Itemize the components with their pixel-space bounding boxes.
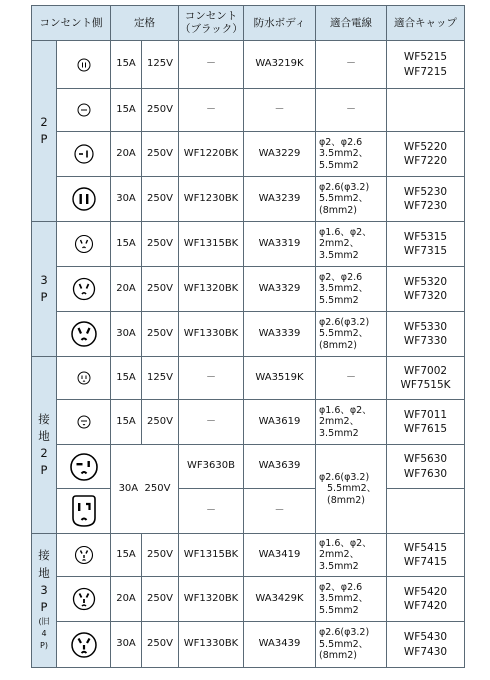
cap-cell: [387, 89, 465, 132]
cap-cell: [387, 400, 465, 445]
body-cell: WA3339: [244, 312, 316, 357]
amp-cell: 20A: [111, 132, 142, 177]
cap-line: WF5420: [403, 585, 448, 598]
body-cell: WA3229: [244, 132, 316, 177]
outlet-icon-cell: [57, 489, 111, 534]
outlet-cell: －: [179, 357, 244, 400]
outlet-e2p-30a-a-icon: [69, 452, 99, 482]
body-cell: WA3519K: [244, 357, 316, 400]
wire-cell: [316, 132, 387, 177]
cap-line: WF7315: [403, 245, 448, 257]
wire-line: φ2.6(φ3.2): [319, 627, 370, 639]
wire-line: 3.5mm2: [319, 427, 359, 439]
group-label: 3P: [40, 272, 48, 304]
outlet-icon-cell: [57, 577, 111, 622]
wire-line: φ2、φ2.6: [319, 271, 363, 283]
outlet-cell: －: [179, 89, 244, 132]
wire-line: 2mm2、: [319, 238, 360, 250]
body-cell: WA3639: [244, 445, 316, 489]
amp-cell: 15A: [111, 400, 142, 445]
wire-line: 5.5mm2: [319, 294, 359, 306]
wire-line: φ2.6(φ3.2): [319, 471, 370, 483]
wire-cell: [316, 577, 387, 622]
outlet-cell: －: [179, 41, 244, 89]
wire-line: φ1.6、φ2、: [319, 226, 372, 238]
outlet-icon-cell: [57, 267, 111, 312]
cap-line: WF7230: [403, 200, 448, 212]
outlet-cell: WF1320BK: [179, 267, 244, 312]
body-cell: WA3439: [244, 622, 316, 668]
group-label: 2P: [40, 114, 48, 146]
wire-cell: [316, 222, 387, 267]
wire-line: 3.5mm2、: [319, 283, 369, 295]
group-label: 接地3P: [38, 548, 50, 615]
table-row: [32, 622, 465, 668]
cap-cell: [387, 132, 465, 177]
group-paren: (旧4P): [38, 617, 50, 651]
wire-line: 2mm2、: [319, 416, 360, 428]
table-row: [32, 41, 465, 89]
outlet-icon-cell: [57, 357, 111, 400]
wire-cell: －: [316, 89, 387, 132]
body-cell: WA3619: [244, 400, 316, 445]
cap-cell: [387, 222, 465, 267]
volt-text: 250V: [144, 482, 171, 494]
volt-cell: 250V: [142, 622, 179, 668]
cap-line: WF5215: [403, 51, 448, 64]
table-row: [32, 89, 465, 132]
volt-cell: 250V: [142, 222, 179, 267]
amp-cell: 30A: [111, 177, 142, 222]
header-outlet-black: コンセント（ブラック）: [179, 6, 244, 41]
wire-line: (8mm2): [319, 204, 358, 216]
outlet-3p-30a-icon: [70, 320, 98, 348]
wire-cell: [316, 534, 387, 577]
header-cap: 適合キャップ: [387, 6, 465, 41]
rating-cell-merged: [111, 445, 179, 534]
cap-cell: [387, 445, 465, 489]
outlet-spec-table: [31, 5, 465, 668]
wire-line: φ1.6、φ2、: [319, 537, 372, 549]
table-row: [32, 267, 465, 312]
amp-cell: 15A: [111, 89, 142, 132]
cap-line: WF5415: [403, 541, 448, 554]
amp-text: 30A: [118, 482, 139, 494]
group-e3p-cell: [32, 534, 57, 668]
amp-cell: 20A: [111, 577, 142, 622]
wire-line: 5.5mm2: [319, 159, 359, 171]
body-cell: WA3329: [244, 267, 316, 312]
cap-line: WF7215: [403, 65, 448, 78]
outlet-e3p-20a-icon: [72, 587, 96, 611]
volt-cell: 250V: [142, 132, 179, 177]
wire-cell: [316, 400, 387, 445]
cap-cell: [387, 41, 465, 89]
wire-cell: －: [316, 357, 387, 400]
outlet-cell: WF1230BK: [179, 177, 244, 222]
outlet-e3p-15a-icon: [74, 545, 94, 565]
amp-cell: 30A: [111, 312, 142, 357]
cap-line: WF7415: [403, 556, 448, 568]
volt-cell: 250V: [142, 312, 179, 357]
body-cell: WA3319: [244, 222, 316, 267]
body-cell: －: [244, 89, 316, 132]
outlet-cell: －: [179, 489, 244, 534]
wire-line: φ1.6、φ2、: [319, 404, 372, 416]
wire-line: (8mm2): [319, 650, 358, 662]
volt-cell: 250V: [142, 534, 179, 577]
outlet-cell: WF1330BK: [179, 622, 244, 668]
outlet-icon-cell: [57, 222, 111, 267]
wire-line: 2mm2、: [319, 549, 360, 561]
table-row: [32, 357, 465, 400]
wire-line: φ2.6(φ3.2): [319, 181, 370, 193]
header-row: [32, 6, 465, 41]
outlet-cell: WF1220BK: [179, 132, 244, 177]
header-wire: 適合電線: [316, 6, 387, 41]
cap-line: WF7220: [403, 155, 448, 167]
body-cell: WA3429K: [244, 577, 316, 622]
outlet-2p-30a-250v-icon: [71, 186, 97, 212]
cap-line: WF5330: [403, 320, 448, 333]
cap-line: WF7615: [403, 423, 448, 435]
table-row: [32, 400, 465, 445]
outlet-cell: －: [179, 400, 244, 445]
wire-line: 3.5mm2: [319, 560, 359, 572]
outlet-icon-cell: [57, 177, 111, 222]
cap-cell: [387, 312, 465, 357]
table-row: [32, 489, 465, 534]
outlet-cell: WF1315BK: [179, 222, 244, 267]
cap-cell: [387, 489, 465, 534]
outlet-cell: WF3630B: [179, 445, 244, 489]
wire-line: 5.5mm2、: [319, 193, 369, 205]
outlet-cell: WF1330BK: [179, 312, 244, 357]
cap-line: WF7515K: [400, 379, 451, 391]
wire-cell: [316, 267, 387, 312]
cap-cell: [387, 177, 465, 222]
cap-line: WF7330: [403, 335, 448, 347]
wire-line: 3.5mm2、: [319, 593, 369, 605]
cap-cell: [387, 622, 465, 668]
table-row: [32, 312, 465, 357]
cap-cell: [387, 267, 465, 312]
table-row: [32, 445, 465, 489]
amp-cell: 20A: [111, 267, 142, 312]
wire-line: φ2、φ2.6: [319, 136, 363, 148]
body-cell: －: [244, 489, 316, 534]
wire-cell: [316, 622, 387, 668]
cap-cell: [387, 577, 465, 622]
outlet-icon-cell: [57, 445, 111, 489]
volt-cell: 250V: [142, 577, 179, 622]
cap-line: WF5630: [403, 453, 448, 466]
header-rating: 定格: [111, 6, 179, 41]
table-row: [32, 177, 465, 222]
outlet-icon-cell: [57, 132, 111, 177]
table-row: [32, 222, 465, 267]
amp-cell: 15A: [111, 222, 142, 267]
cap-line: WF7011: [403, 408, 448, 421]
cap-cell: [387, 534, 465, 577]
wire-cell: [316, 445, 387, 534]
wire-line: 3.5mm2、: [319, 148, 369, 160]
outlet-3p-15a-icon: [74, 234, 94, 254]
outlet-e2p-15a-250v-icon: [77, 415, 91, 429]
outlet-2p-15a-250v-icon: [77, 103, 91, 117]
outlet-2p-20a-250v-icon: [73, 143, 95, 165]
wire-line: 5.5mm2、: [319, 638, 369, 650]
amp-cell: 15A: [111, 534, 142, 577]
group-e2p-cell: [32, 357, 57, 534]
volt-cell: 250V: [142, 400, 179, 445]
cap-line: WF5220: [403, 140, 448, 153]
outlet-2p-15a-125v-icon: [77, 58, 91, 72]
amp-cell: 30A: [111, 622, 142, 668]
volt-cell: 250V: [142, 89, 179, 132]
wire-line: 5.5mm2、: [327, 483, 377, 495]
cap-line: WF7430: [403, 645, 448, 658]
wire-cell: －: [316, 41, 387, 89]
cap-line: WF5320: [403, 275, 448, 288]
cap-line: WF7630: [403, 467, 448, 480]
cap-line: WF5430: [403, 631, 448, 644]
wire-line: φ2.6(φ3.2): [319, 316, 370, 328]
group-3p-cell: [32, 222, 57, 357]
outlet-icon-cell: [57, 312, 111, 357]
outlet-e2p-30a-b-icon: [70, 494, 98, 528]
cap-line: WF5230: [403, 185, 448, 198]
amp-cell: 15A: [111, 357, 142, 400]
outlet-3p-20a-icon: [72, 277, 96, 301]
body-cell: WA3239: [244, 177, 316, 222]
table-row: [32, 132, 465, 177]
outlet-e3p-30a-icon: [70, 631, 98, 659]
cap-line: WF7420: [403, 600, 448, 612]
outlet-icon-cell: [57, 400, 111, 445]
table-row: [32, 577, 465, 622]
wire-line: (8mm2): [327, 494, 366, 506]
cap-cell: [387, 357, 465, 400]
cap-line: WF7320: [403, 290, 448, 302]
group-2p-cell: [32, 41, 57, 222]
amp-cell: 15A: [111, 41, 142, 89]
wire-line: 5.5mm2、: [319, 328, 369, 340]
header-outlet-side: コンセント側: [32, 6, 111, 41]
volt-cell: 250V: [142, 177, 179, 222]
wire-line: (8mm2): [319, 339, 358, 351]
cap-line: WF5315: [403, 230, 448, 243]
wire-cell: [316, 177, 387, 222]
outlet-e2p-15a-125v-icon: [77, 371, 91, 385]
outlet-icon-cell: [57, 89, 111, 132]
volt-cell: 125V: [142, 357, 179, 400]
outlet-cell: WF1320BK: [179, 577, 244, 622]
outlet-icon-cell: [57, 41, 111, 89]
wire-cell: [316, 312, 387, 357]
body-cell: WA3219K: [244, 41, 316, 89]
wire-line: 3.5mm2: [319, 249, 359, 261]
table-row: [32, 534, 465, 577]
cap-line: WF7002: [403, 364, 448, 377]
wire-line: 5.5mm2: [319, 604, 359, 616]
volt-cell: 250V: [142, 267, 179, 312]
header-waterproof-body: 防水ボディ: [244, 6, 316, 41]
wire-line: φ2、φ2.6: [319, 581, 363, 593]
volt-cell: 125V: [142, 41, 179, 89]
group-label: 接地2P: [38, 411, 50, 478]
outlet-icon-cell: [57, 534, 111, 577]
outlet-icon-cell: [57, 622, 111, 668]
body-cell: WA3419: [244, 534, 316, 577]
outlet-cell: WF1315BK: [179, 534, 244, 577]
